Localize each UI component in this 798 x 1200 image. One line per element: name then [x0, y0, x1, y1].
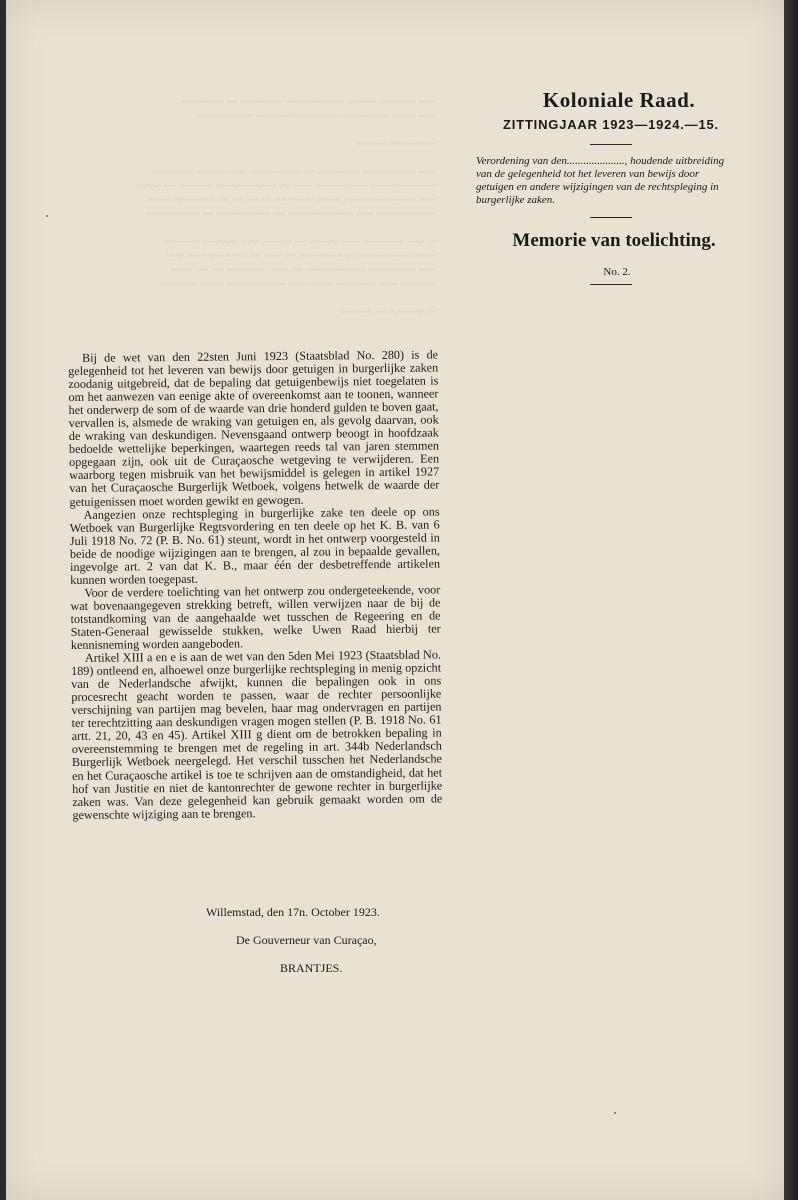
document-number: No. 2. [603, 266, 631, 278]
paper-speck [614, 1112, 616, 1114]
scan-edge [784, 0, 798, 1200]
body-paragraph: Voor de verdere toelichting van het ontwerp zou ondergeteekende, voor wat bovenaangegeven strekking betreft, willen verwijzen naar de bij de totstandkoming van de aangehaalde wet tusschen de Regeering en de Staten-Generaal gewisselde stukken, welke Uwen Raad hierbij ter kennisneming worden aangeboden. [70, 582, 441, 653]
divider [590, 144, 632, 145]
paper-speck [46, 215, 48, 217]
ordinance-caption: Verordening van den....................., houdende uitbreiding van de gelegenheid tot het leveren van bewijs door getuigen en andere wijzigingen van de rechtspleging in burgerlijke zaken. [476, 155, 725, 206]
body-paragraph: Aangezien onze rechtspleging in burgerlijke zake ten deele op ons Wetboek van Burgerlijke Regtsvordering en ten deele op het K. B. van 6 Juli 1918 No. 72 (P. B. No. 61) steunt, wordt in het ontwerp voorgesteld in beide de noodige wijzigingen aan te brengen, al zou in bepaalde gevallen, ingevolge art. 2 van dat K. B., maar één der desbetreffende artikelen kunnen worden toegepast. [69, 504, 441, 587]
bleed-through-text: ~~~ ~~~~~~ ~~~~~ ~~~~~~~~~~ ~~~~~~~ ~~ ~~~~~~~ ~~~ ~~~~ ~~~~~~~~ ~~~~~~~~~~~~~~ ~~~~~~~~~ ~~~~~~~~ ~~~~~ ~~~ ~~~~~~~~~ ~~~~~~~ ~~ ~~~~ ~~~~ ~~~ ~~~~~ ~~~~~~~ ~~~~~~~~~~~ ~~~~~~~~~ ~~~ ~~ ~~~~~~~~~~ ~~~~~~ ~~ ~~~~ ~~~ ~~~~~~~~~~~~ ~~~~ ~~~~~~~ ~~~~ ~~ ~~ ~~~~~~~ ~~~~ ~~~~~~~~~~ ~~~ ~~~~~~~~~~~ ~~ ~~~~~~~~~ ~~ ~~~~~~~~~ ~. ~~~ ~~~~~~~ ~~~ ~~~~~ ~~ ~~~~~ ~~~ ~~~~~~ ~~~~~~ ~~~~ ~~~~~~~~~ ~~~~~~~~~ ~~ ~~~ ~~ ~~~~~~~~~~ ~~~ ~~~ ~~~~~~~~ ~~~~~~~~~~ ~~ ~~~ ~~~~~~~ ~~ ~~ ~~~~ ~~~~~~ ~~~ ~~~~~~~ ~~~~ ~~~ ~~~~~~~~~~ ~~~~ ~~~~~~ ~. ~~~~~~ ~~ ~~~~~ [137, 96, 436, 318]
governor-title: De Gouverneur van Curaçao, [236, 933, 377, 947]
memorie-heading: Memorie van toelichting. [512, 230, 716, 251]
place-date: Willemstad, den 17n. October 1923. [206, 905, 380, 919]
body-paragraph: Artikel XIII a en e is aan de wet van den 5den Mei 1923 (Staatsblad No. 189) ontleend en, alhoewel onze burgerlijke rechtspleging in menig opzicht van de Nederlandsche afwijkt, kunnen die bepalingen ook in ons procesrecht geacht worden te passen, waar de rechter persoonlijke verschijning van partijen mag bevelen, haar mag ondervragen en partijen ter terechtzitting aan deskundigen vragen mogen stellen (P. B. 1918 No. 61 artt. 21, 20, 43 en 45). Artikel XIII g dient om de betrokken bepaling in overeenstemming te brengen met de regeling in art. 344b Nederlandsch Burgerlijk Wetboek neergelegd. Het verschil tusschen het Nederlandsche en het Curaçaosche artikel is toe te schrijven aan de omstandigheid, dat het hof van Justitie en niet de kantonrechter de gewone rechter in burgerlijke zaken was. Van deze gelegenheid kan gebruik gemaakt worden om de gewenschte wijziging aan te brengen. [70, 647, 443, 822]
body-paragraph: Bij de wet van den 22sten Juni 1923 (Staatsblad No. 280) is de gelegenheid tot het leveren van bewijs door getuigen in burgerlijke zaken zoodanig uitgebreid, dat de bepaling dat getuigenbewijs niet toegelaten is om het aanwezen van eenige akte of overeenkomst aan te toonen, wanneer het onderwerp de som of de waarde van drie honderd gulden te boven gaat, vervallen is, alsmede de wraking van getuigen en, als gevolg daarvan, ook de wraking van deskundigen. Nevensgaand ontwerp beoogt in hoofdzaak bedoelde wettelijke beperkingen, waartegen reeds tal van jaren stemmen opgegaan zijn, ook uit de Curaçaosche wetgeving te verwijderen. Een waarborg tegen misbruik van het bewijsmiddel is gelegen in artikel 1927 van het Curaçaosche Burgerlijk Wetboek, volgens hetwelk de waarde der getuigenissen moet worden gewikt en gewogen. [68, 347, 440, 509]
document-page [6, 0, 784, 1200]
council-title: Koloniale Raad. [542, 88, 696, 112]
memorie-body [68, 348, 442, 821]
signatory-name: BRANTJES. [280, 961, 343, 975]
divider [590, 217, 632, 218]
divider [590, 284, 632, 285]
document-header [476, 88, 746, 285]
session-year: ZITTINGJAAR 1923—1924.—15. [503, 117, 719, 132]
